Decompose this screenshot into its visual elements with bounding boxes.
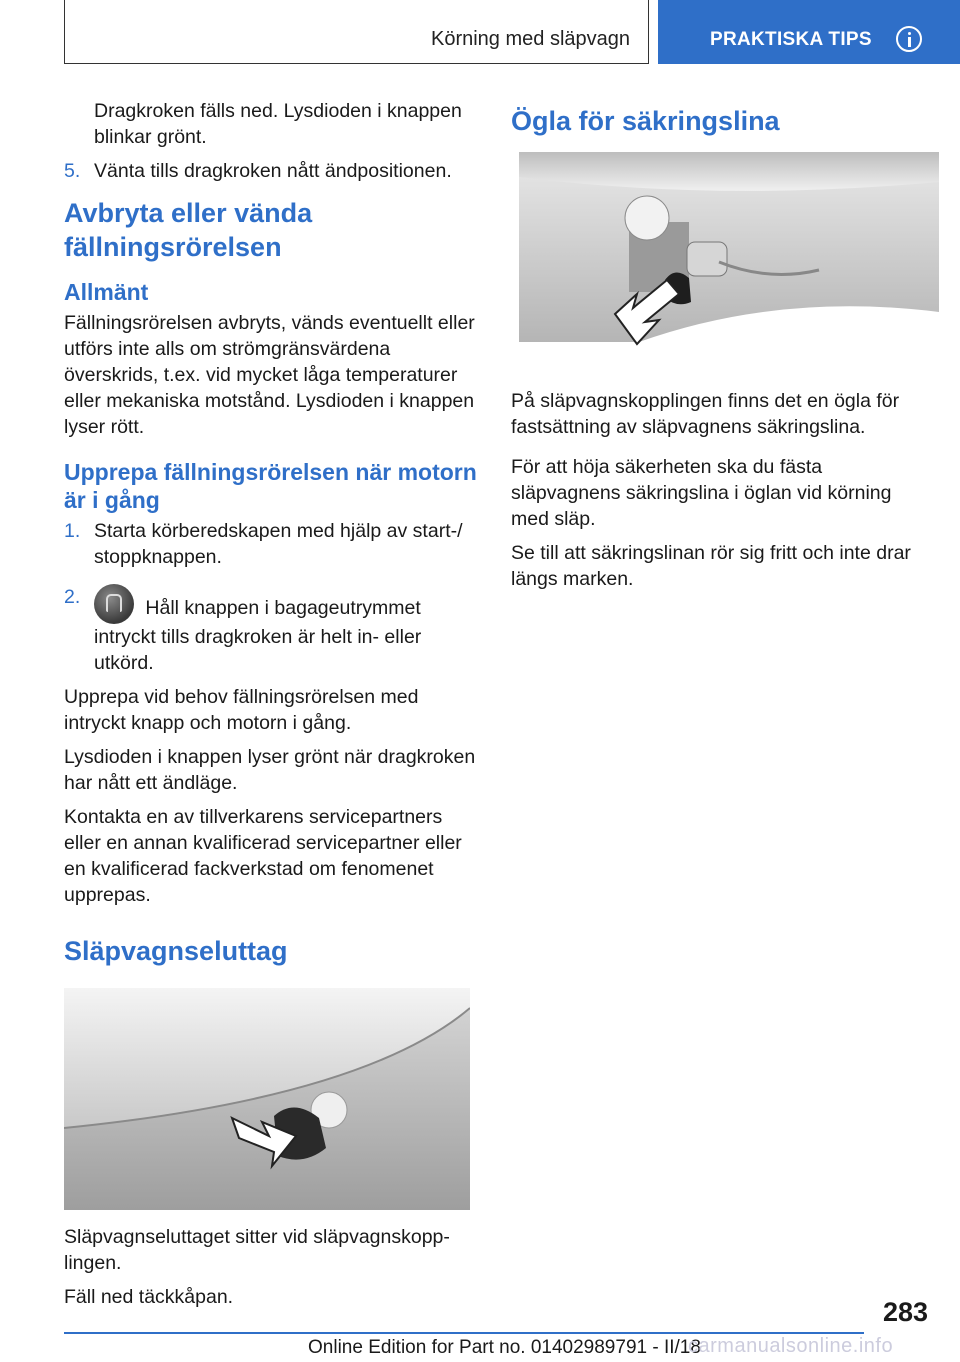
chapter-tab[interactable] — [658, 0, 960, 64]
step-5 — [64, 158, 480, 184]
page-number: 283 — [882, 1297, 928, 1327]
paragraph-loop-3: Se till att säkringslinan rör sig fritt och inte drar längs marken. — [511, 542, 911, 590]
right-column — [511, 98, 931, 600]
paragraph-repeat-1: Upprepa vid behov fällningsrörelsen med intryckt knapp och motorn i gång. — [64, 686, 419, 734]
step-text: Vänta tills dragkroken nått ändpositionen. — [94, 160, 452, 182]
chapter-tab-label: PRAKTISKA TIPS — [710, 29, 872, 50]
step-number: 2. — [64, 586, 81, 608]
socket-photo — [64, 988, 470, 1210]
heading-general: Allmänt — [64, 279, 149, 305]
info-icon — [896, 26, 922, 52]
footer-divider — [64, 1332, 864, 1334]
paragraph-repeat-3: Kontakta en av tillverkarens servicepartners eller en annan kvalificerad servicepartner eller en kvalificerad fackverkstad om fenomenet upprepas. — [64, 806, 462, 906]
paragraph-loop-1: På släpvagnskopplingen finns det en ögla för fastsättning av släpvagnens säkringslina. — [511, 390, 900, 438]
tow-hook-button-icon — [94, 584, 134, 624]
step-2 — [64, 584, 480, 676]
safety-loop-photo — [519, 152, 939, 348]
footer-watermark: carmanualsonline.info — [688, 1335, 894, 1357]
header-section-box — [64, 0, 649, 64]
step-1 — [64, 518, 480, 570]
step-text: Starta körberedskapen med hjälp av start-/ stoppknappen. — [94, 520, 463, 568]
footer-edition: Online Edition for Part no. 01402989791 - II/18 — [308, 1337, 701, 1358]
paragraph-repeat-2: Lysdioden i knappen lyser grönt när dragkroken har nått ett ändläge. — [64, 746, 476, 794]
paragraph-general: Fällningsrörelsen avbryts, vänds eventuellt eller utförs inte alls om strömgränsvärdena överskrids, t.ex. vid mycket låga temperaturer eller mekaniska motstånd. Lysdioden i knappen lyser rött. — [64, 312, 475, 438]
paragraph-loop-2: För att höja säkerheten ska du fästa släpvagnens säkringslina i öglan vid körning med släp. — [511, 456, 892, 530]
paragraph-socket-2: Fäll ned täckkåpan. — [64, 1286, 234, 1308]
section-title: Körning med släpvagn — [430, 28, 630, 50]
heading-socket: Släpvagnseluttag — [64, 936, 288, 966]
paragraph-socket-1: Släpvagnseluttaget sitter vid släpvagnskopplingen. — [64, 1226, 450, 1274]
step-text: Håll knappen i bagageutrymmet intryckt tills dragkroken är helt in- eller utkörd. — [94, 597, 422, 674]
step-number: 5. — [64, 160, 81, 182]
left-column — [64, 98, 480, 1318]
heading-loop: Ögla för säkringslina — [511, 106, 780, 136]
step-number: 1. — [64, 520, 81, 542]
heading-abort: Avbryta eller vända fällningsrörelsen — [64, 198, 313, 262]
heading-repeat: Upprepa fällningsrörelsen när motorn är i gång — [64, 459, 477, 513]
step-continuation: Dragkroken fälls ned. Lysdioden i knappen blinkar grönt. — [94, 100, 462, 148]
